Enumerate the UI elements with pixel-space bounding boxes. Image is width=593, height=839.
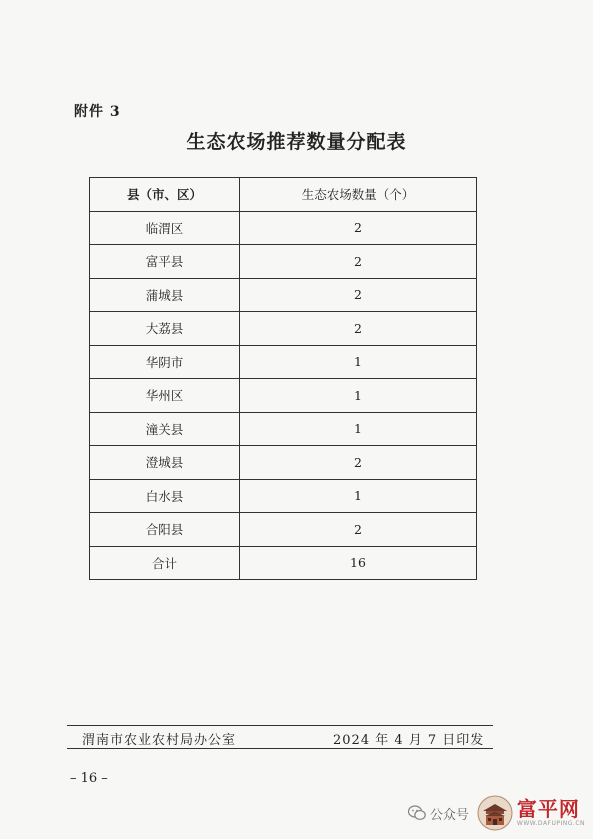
county-cell: 合计 [90, 546, 240, 580]
count-cell: 2 [240, 446, 477, 480]
count-cell: 16 [240, 546, 477, 580]
table-row [90, 379, 477, 413]
county-cell: 白水县 [90, 479, 240, 513]
page-number: – 16 – [70, 771, 108, 786]
count-cell: 1 [240, 379, 477, 413]
table-row [90, 245, 477, 279]
count-cell: 2 [240, 245, 477, 279]
table-row [90, 312, 477, 346]
table-row [90, 412, 477, 446]
watermark-brand-url: WWW.DAFUPING.CN [516, 820, 585, 827]
table-row [90, 479, 477, 513]
county-cell: 蒲城县 [90, 278, 240, 312]
watermark-brand [517, 799, 585, 827]
attachment-label: 附件 3 [74, 104, 121, 120]
footer-top-rule [67, 725, 493, 726]
footer-bottom-rule [67, 748, 493, 749]
table-row [90, 546, 477, 580]
count-cell: 1 [240, 479, 477, 513]
county-cell: 富平县 [90, 245, 240, 279]
table-body [90, 211, 477, 580]
document-title: 生态农场推荐数量分配表 [186, 131, 407, 153]
table-row [90, 278, 477, 312]
count-cell: 2 [240, 278, 477, 312]
allocation-table [89, 177, 477, 580]
watermark [408, 793, 585, 833]
county-cell: 临渭区 [90, 211, 240, 245]
table-row [90, 513, 477, 547]
county-cell: 合阳县 [90, 513, 240, 547]
count-cell: 1 [240, 412, 477, 446]
county-cell: 大荔县 [90, 312, 240, 346]
count-cell: 1 [240, 345, 477, 379]
issue-date: 2024 年 4 月 7 日印发 [333, 733, 485, 748]
table-row [90, 211, 477, 245]
wechat-icon [408, 805, 426, 821]
county-cell: 华阴市 [90, 345, 240, 379]
watermark-account-label: 公众号 [429, 807, 469, 823]
header-count: 生态农场数量（个） [240, 178, 477, 212]
count-cell: 2 [240, 312, 477, 346]
table-row [90, 446, 477, 480]
table-header-row [90, 178, 477, 212]
count-cell: 2 [240, 513, 477, 547]
county-cell: 华州区 [90, 379, 240, 413]
header-county: 县（市、区） [90, 178, 240, 212]
table-row [90, 345, 477, 379]
count-cell: 2 [240, 211, 477, 245]
watermark-brand-name: 富平网 [516, 797, 580, 821]
county-cell: 潼关县 [90, 412, 240, 446]
issuer-name: 渭南市农业农村局办公室 [82, 733, 237, 748]
county-cell: 澄城县 [90, 446, 240, 480]
gate-tower-logo-icon [477, 795, 513, 831]
